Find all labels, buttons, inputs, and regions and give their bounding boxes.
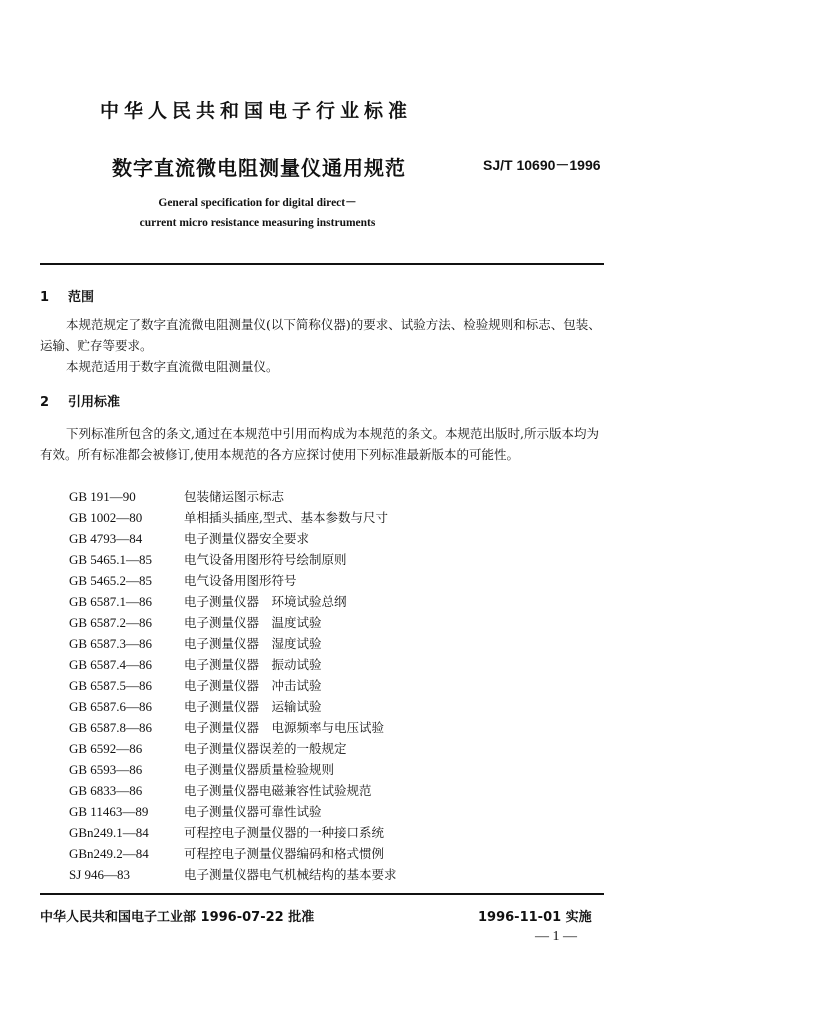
reference-code: GB 6593—86 xyxy=(69,762,143,777)
reference-title: 包装储运图示标志 xyxy=(184,489,285,504)
section-1-heading xyxy=(40,286,94,305)
reference-code: GB 6587.2—86 xyxy=(69,615,153,630)
footer-rule xyxy=(40,893,604,895)
reference-code: GB 1002—80 xyxy=(69,510,143,525)
section-title: 范围 xyxy=(68,290,95,305)
section-number: 2 xyxy=(40,395,50,410)
english-title-line1: General specification for digital direct－ xyxy=(158,197,357,209)
reference-title: 可程控电子测量仪器编码和格式惯例 xyxy=(184,846,385,861)
reference-item xyxy=(69,633,397,654)
standard-category: 中华人民共和国电子行业标准 xyxy=(100,100,413,122)
reference-item xyxy=(69,675,397,696)
reference-item xyxy=(69,780,397,801)
reference-title: 电子测量仪器误差的一般规定 xyxy=(184,741,347,756)
reference-title: 电气设备用图形符号 xyxy=(184,573,297,588)
reference-list xyxy=(69,486,397,885)
section-1-body xyxy=(40,314,610,377)
reference-title: 电子测量仪器电气机械结构的基本要求 xyxy=(184,867,397,882)
reference-code: GB 6587.8—86 xyxy=(69,720,153,735)
scope-paragraph: 本规范规定了数字直流微电阻测量仪(以下简称仪器)的要求、试验方法、检验规则和标志、包装、运输、贮存等要求。 xyxy=(40,317,601,353)
applicability-paragraph: 本规范适用于数字直流微电阻测量仪。 xyxy=(66,359,279,374)
section-title: 引用标准 xyxy=(68,395,121,410)
section-2-heading xyxy=(40,391,120,410)
page-number: — 1 — xyxy=(535,929,577,944)
reference-code: GB 6587.5—86 xyxy=(69,678,153,693)
reference-item xyxy=(69,717,397,738)
reference-code: GB 4793—84 xyxy=(69,531,143,546)
section-number: 1 xyxy=(40,290,50,305)
reference-title: 电子测量仪器 温度试验 xyxy=(184,615,322,630)
approval-line: 中华人民共和国电子工业部 1996-07-22 批准 xyxy=(40,910,315,925)
reference-title: 电气设备用图形符号绘制原则 xyxy=(184,552,347,567)
implementation-date: 1996-11-01 实施 xyxy=(478,910,592,925)
reference-code: GB 5465.2—85 xyxy=(69,573,153,588)
reference-code: GB 6587.1—86 xyxy=(69,594,153,609)
reference-title: 电子测量仪器可靠性试验 xyxy=(184,804,322,819)
reference-code: GB 191—90 xyxy=(69,489,136,504)
reference-code: SJ 946—83 xyxy=(69,867,131,882)
reference-title: 电子测量仪器 环境试验总纲 xyxy=(184,594,347,609)
reference-code: GB 5465.1—85 xyxy=(69,552,153,567)
english-title-line2: current micro resistance measuring instruments xyxy=(139,217,376,229)
reference-title: 电子测量仪器电磁兼容性试验规范 xyxy=(184,783,372,798)
reference-title: 单相插头插座,型式、基本参数与尺寸 xyxy=(184,510,388,525)
reference-item xyxy=(69,528,397,549)
reference-item xyxy=(69,591,397,612)
reference-title: 电子测量仪器 振动试验 xyxy=(184,657,322,672)
reference-title: 电子测量仪器质量检验规则 xyxy=(184,762,335,777)
reference-title: 电子测量仪器 冲击试验 xyxy=(184,678,322,693)
reference-item xyxy=(69,486,397,507)
reference-title: 电子测量仪器安全要求 xyxy=(184,531,310,546)
section-2-intro xyxy=(40,423,610,465)
reference-title: 可程控电子测量仪器的一种接口系统 xyxy=(184,825,385,840)
header-rule xyxy=(40,263,604,265)
reference-item xyxy=(69,801,397,822)
reference-code: GBn249.2—84 xyxy=(69,846,149,861)
reference-item xyxy=(69,507,397,528)
reference-code: GB 6833—86 xyxy=(69,783,143,798)
reference-item xyxy=(69,738,397,759)
reference-item xyxy=(69,570,397,591)
reference-item xyxy=(69,549,397,570)
reference-code: GBn249.1—84 xyxy=(69,825,149,840)
reference-item xyxy=(69,822,397,843)
reference-code: GB 11463—89 xyxy=(69,804,149,819)
reference-item xyxy=(69,843,397,864)
reference-title: 电子测量仪器 电源频率与电压试验 xyxy=(184,720,385,735)
reference-title: 电子测量仪器 湿度试验 xyxy=(184,636,322,651)
reference-item xyxy=(69,759,397,780)
reference-item xyxy=(69,864,397,885)
reference-item xyxy=(69,696,397,717)
document-title: 数字直流微电阻测量仪通用规范 xyxy=(112,156,406,180)
reference-item xyxy=(69,654,397,675)
reference-code: GB 6592—86 xyxy=(69,741,143,756)
reference-code: GB 6587.3—86 xyxy=(69,636,153,651)
reference-title: 电子测量仪器 运输试验 xyxy=(184,699,322,714)
references-intro-paragraph: 下列标准所包含的条文,通过在本规范中引用而构成为本规范的条文。本规范出版时,所示版本均为有效。所有标准都会被修订,使用本规范的各方应探讨使用下列标准最新版本的可能性。 xyxy=(40,426,599,462)
reference-code: GB 6587.4—86 xyxy=(69,657,153,672)
standard-number: SJ/T 10690－1996 xyxy=(483,157,601,173)
reference-item xyxy=(69,612,397,633)
reference-code: GB 6587.6—86 xyxy=(69,699,153,714)
